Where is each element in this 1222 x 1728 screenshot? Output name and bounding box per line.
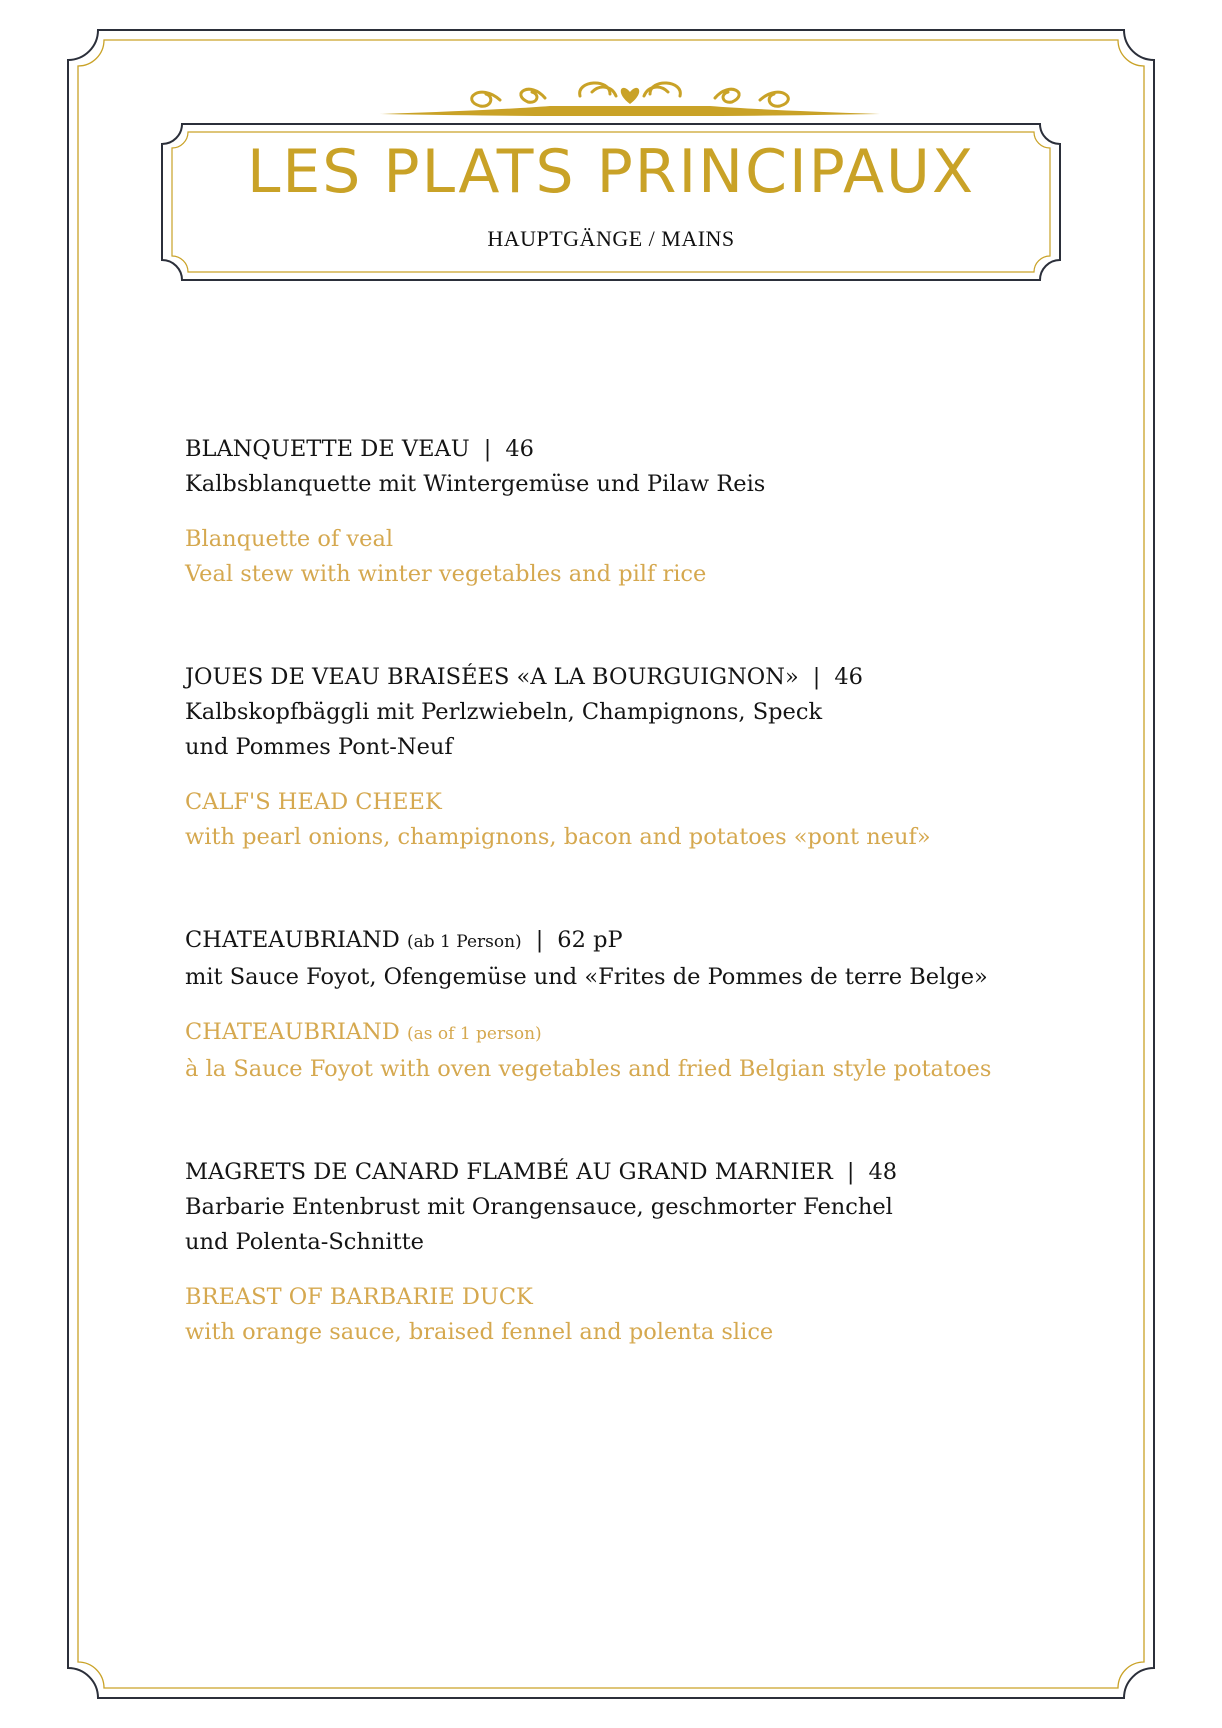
dish-description-de: Kalbsblanquette mit Wintergemüse und Pilaw Reis	[185, 471, 766, 497]
dish-description-de: und Polenta-Schnitte	[185, 1229, 424, 1255]
dish-name: MAGRETS DE CANARD FLAMBÉ AU GRAND MARNIER	[185, 1159, 833, 1185]
dish-name: CHATEAUBRIAND	[185, 927, 400, 953]
page-title: LES PLATS PRINCIPAUX	[246, 137, 976, 207]
dish-heading	[185, 1155, 1085, 1190]
dish-heading	[185, 660, 1085, 695]
dish-description-de: mit Sauce Foyot, Ofengemüse und «Frites de Pommes de terre Belge»	[185, 964, 988, 990]
dish-description-en: à la Sauce Foyot with oven vegetables and fried Belgian style potatoes	[185, 1056, 992, 1082]
dish-description-de: Kalbskopfbäggli mit Perlzwiebeln, Champignons, Speck	[185, 699, 823, 725]
dish-price: 46	[834, 664, 863, 690]
dish-name-en-note: (as of 1 person)	[407, 1024, 542, 1044]
menu-item	[185, 923, 1085, 1087]
dish-name: JOUES DE VEAU BRAISÉES «A LA BOURGUIGNON»	[185, 664, 799, 690]
price-separator: |	[535, 927, 544, 953]
dish-description-en: with orange sauce, braised fennel and polenta slice	[185, 1319, 774, 1345]
dish-name-en-row	[185, 1015, 1085, 1052]
menu-item	[185, 1155, 1085, 1350]
price-separator: |	[846, 1159, 855, 1185]
dish-description-de: Barbarie Entenbrust mit Orangensauce, geschmorter Fenchel	[185, 1194, 893, 1220]
dish-name: BLANQUETTE DE VEAU	[185, 436, 470, 462]
menu-item	[185, 432, 1085, 592]
dish-price: 46	[505, 436, 534, 462]
menu-item	[185, 660, 1085, 855]
dish-name-en: CHATEAUBRIAND	[185, 1019, 400, 1045]
dish-heading	[185, 923, 1085, 960]
dish-description-de: und Pommes Pont-Neuf	[185, 734, 453, 760]
dish-price: 48	[868, 1159, 898, 1185]
menu-list	[185, 432, 1085, 1350]
page-subtitle: HAUPTGÄNGE / MAINS	[487, 226, 735, 251]
dish-name-note: (ab 1 Person)	[407, 932, 522, 952]
dish-name-en: BREAST OF BARBARIE DUCK	[185, 1284, 533, 1310]
dish-name-en: CALF'S HEAD CHEEK	[185, 789, 442, 815]
dish-description-en: Veal stew with winter vegetables and pilf rice	[185, 561, 707, 587]
price-separator: |	[812, 664, 821, 690]
dish-description-en: with pearl onions, champignons, bacon and potatoes «pont neuf»	[185, 824, 931, 850]
price-separator: |	[483, 436, 492, 462]
dish-name-en: Blanquette of veal	[185, 526, 394, 552]
dish-heading	[185, 432, 1085, 467]
dish-price: 62 pP	[557, 927, 623, 953]
gold-scroll-ornament	[380, 72, 880, 120]
